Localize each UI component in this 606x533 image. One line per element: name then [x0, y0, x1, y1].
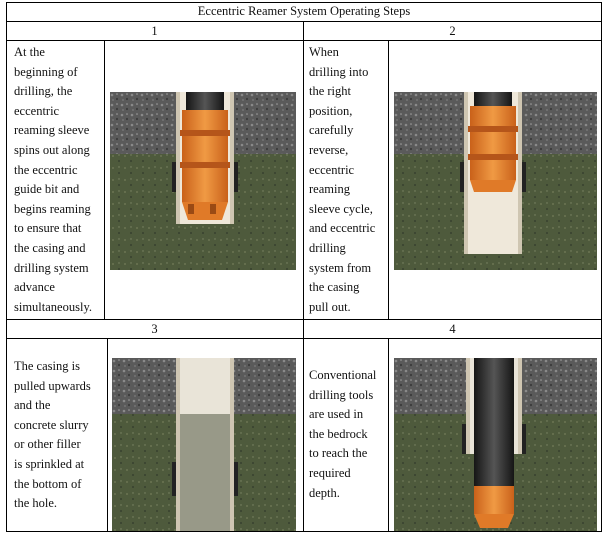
rule-2-split: [388, 40, 389, 319]
step-4-text: Conventional drilling tools are used in the bedrock to reach the required depth.: [309, 368, 377, 500]
step-3-illustration: [112, 358, 296, 532]
border-top: [6, 2, 602, 3]
step-2-illustration: [394, 92, 597, 270]
rule-title: [6, 21, 602, 22]
rule-center: [303, 21, 304, 532]
rule-3-split: [107, 338, 108, 532]
rule-4-split: [388, 338, 389, 532]
step-3-number: 3: [151, 322, 158, 336]
rule-mid: [6, 319, 602, 320]
operating-steps-table: [6, 2, 602, 532]
rule-header-1: [6, 40, 602, 41]
step-1-number: 1: [151, 24, 158, 38]
step-2-number: 2: [449, 24, 456, 38]
step-2-text: When drilling into the right position, carefully reverse, eccentric reaming sleeve cycle, and eccentric drilling system from the casing pull out.: [309, 45, 376, 314]
border-bottom: [6, 531, 602, 532]
step-3-text: The casing is pulled upwards and the concrete slurry or other filler is sprinkled at the bottom of the hole.: [14, 359, 91, 511]
rule-1-split: [104, 40, 105, 319]
step-4-illustration: [394, 358, 597, 532]
step-1-illustration: [110, 92, 296, 270]
border-left: [6, 2, 7, 532]
step-4-number: 4: [449, 322, 456, 336]
step-1-text: At the beginning of drilling, the eccentric reaming sleeve spins out along the eccentric guide bit and begins reaming to ensure that the casing and drilling system advance simultaneously.: [14, 45, 93, 314]
rule-header-2: [6, 338, 602, 339]
border-right: [601, 2, 602, 532]
table-title: Eccentric Reamer System Operating Steps: [197, 4, 411, 18]
